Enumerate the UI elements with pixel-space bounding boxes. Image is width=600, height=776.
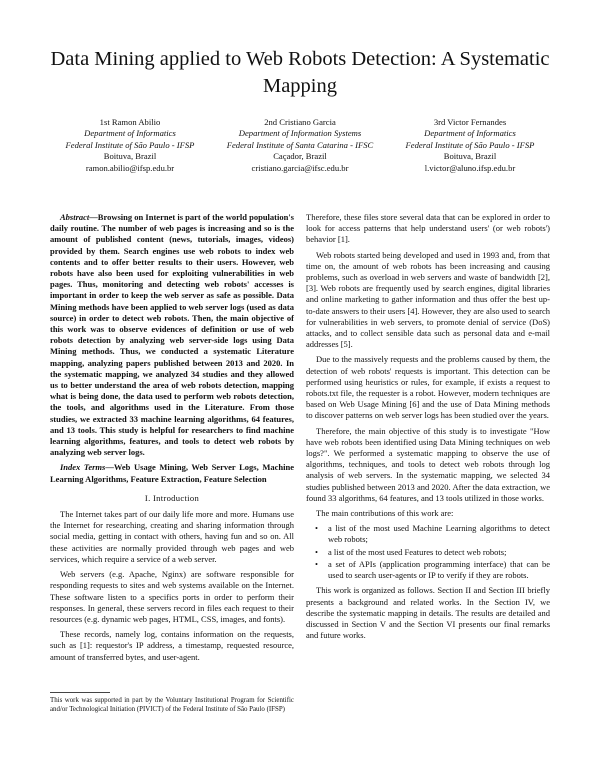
author-email: cristiano.garcia@ifsc.edu.br: [251, 162, 349, 173]
body-paragraph: Web robots started being developed and used in 1993 and, from that time on, the amount of web robots has been increasing and causing problems, such as overload in web servers and waste of bandwidth [2], [3]. Web robots are frequently used by search engines, digital libraries and online marketing to gather information and thus offer the best up-to-date answers to their users [4]. However, they are also used to search for vulnerabilities in web servers, to promote denial of service (DoS) attacks, and to collect sensible data such as personal data and e-mail addresses [5].: [306, 249, 550, 350]
author-name: 2nd Cristiano Garcia: [264, 117, 336, 127]
bullet-icon: •: [315, 523, 318, 534]
right-column: [306, 212, 550, 645]
index-terms: [50, 462, 294, 484]
list-item-text: a list of the most used Machine Learning algorithms to detect web robots;: [328, 523, 550, 545]
abstract-text: —Browsing on Internet is part of the world population's daily routine. The number of web pages is increasing and so is the amount of published content (news, tutorials, images, videos) provided by them. Search engines use web robots to index web contents and to offer better results to their users. However, web robots have also been used for exploiting vulnerabilities in web pages. Thus, monitoring and detecting web robots' accesses is important in order to keep the web server as safe as possible. Data Mining methods have been applied to web server logs (used as data source) in order to detect web robots. Then, the main objective of this work was to observe evidences of definition or use of web robots detection by analyzing web server-side logs using Data Mining methods. Thus, we conducted a systematic Literature mapping, analyzing papers published between 2013 and 2020. In the systematic mapping, we analyzed 34 studies and they allowed us to better understand the area of web robots detection, mapping what is being done, the data used to perform web robots detection, the tools, and algorithms used in the Literature. From those studies, we extracted 33 machine learning algorithms, 64 features, and 13 tools. This study is helpful for researchers to find machine learning algorithms, features, and tools to detect web robots by analyzing web server logs.: [50, 212, 294, 458]
author-email: ramon.abilio@ifsp.edu.br: [85, 162, 175, 173]
left-column: [50, 212, 294, 667]
abstract: [50, 212, 294, 458]
author-department: Department of Information Systems: [238, 128, 362, 139]
author-institution: Federal Institute of Santa Catarina - IFSC: [226, 139, 374, 150]
list-item: [306, 559, 550, 581]
index-terms-lead: Index Terms: [60, 462, 106, 473]
body-paragraph: Web servers (e.g. Apache, Nginx) are software responsible for responding requests to sites and web systems available on the Internet. These software listen to a specifics ports in order to perform their responses. In general, these servers record in files each request to their resources (e.g. dynamic web pages, HTML, CSS, images, and fonts).: [50, 569, 294, 624]
body-paragraph: The main contributions of this work are:: [316, 508, 454, 519]
list-item-text: a set of APIs (application programming interface) that can be used to search user-agents or IP to verify if they are robots.: [328, 558, 550, 581]
author-institution: Federal Institute of São Paulo - IFSP: [65, 139, 195, 150]
paper-title: Data Mining applied to Web Robots Detection: A Systematic Mapping: [50, 48, 550, 97]
contributions-list: [306, 523, 550, 581]
footnote: This work was supported in part by the Voluntary Institutional Program for Scientific and/or Technological Initiation (PIVICT) of the Federal Institute of São Paulo (IFSP): [50, 697, 294, 713]
abstract-lead: Abstract: [60, 212, 90, 222]
author-name: 3rd Victor Fernandes: [433, 117, 507, 127]
author-email: l.victor@aluno.ifsp.edu.br: [424, 162, 516, 173]
list-item: [306, 547, 550, 558]
list-item: [306, 523, 550, 545]
body-paragraph: This work is organized as follows. Section II and Section III briefly presents a background and related works. In the Section IV, we describe the systematic mapping in details. The results are detailed and discussed in Section V and the Section VI presents our final remarks and future works.: [306, 585, 550, 641]
author-department: Department of Informatics: [424, 128, 516, 139]
index-terms-text: —Web Usage Mining, Web Server Logs, Machine Learning Algorithms, Feature Extraction, Feature Selection: [50, 462, 294, 484]
body-paragraph: Therefore, these files store several data that can be explored in order to look for access patterns that help understand users' (or web robots') behavior [1].: [306, 212, 550, 245]
author-city: Caçador, Brazil: [273, 151, 327, 162]
bullet-icon: •: [315, 546, 318, 557]
author-city: Boituva, Brazil: [443, 151, 497, 162]
author-institution: Federal Institute of São Paulo - IFSP: [405, 139, 535, 150]
author-block-2: [210, 117, 390, 174]
author-department: Department of Informatics: [84, 128, 176, 139]
body-paragraph: The Internet takes part of our daily life more and more. Humans use the Internet for researching, creating and sharing information through social media, getting in contact with others, having fun and so on. All these activities are normally provided through web pages and web services, which require a service of a web server.: [50, 509, 294, 564]
author-block-1: [40, 117, 220, 174]
author-block-3: [380, 117, 560, 174]
body-paragraph: These records, namely log, contains information on the requests, such as [1]: requestor's IP address, a timestamp, requested resource, amount of transferred bytes, and user-agent.: [50, 629, 294, 662]
list-item-text: a list of the most used Features to detect web robots;: [328, 546, 507, 557]
bullet-icon: •: [315, 558, 318, 569]
footnote-rule: [50, 692, 110, 693]
body-paragraph: Therefore, the main objective of this study is to investigate "How have web robots been identified using Data Mining techniques on web logs?". We performed a systematic mapping to observe the use of algorithms, techniques, and tools to detect web robots through log analysis of web servers. In the systematic mapping, we selected 34 studies published between 2013 and 2020. After the data extraction, we found 33 algorithms, 64 features, and 13 tools utilized in those works.: [306, 425, 550, 503]
author-city: Boituva, Brazil: [103, 151, 157, 162]
section-heading-introduction: I. Introduction: [144, 492, 200, 503]
body-paragraph: Due to the massively requests and the problems caused by them, the detection of web robots' requests is important. This detection can be performed using heuristics or rules, for example, if exists a request to robots.txt file, the requester is a robot. However, modern techniques are based on Web Usage Mining [6] and the use of Data Mining methods to discover patterns on web server logs has been studied over the years.: [306, 354, 550, 421]
author-name: 1st Ramon Abilio: [99, 117, 161, 127]
